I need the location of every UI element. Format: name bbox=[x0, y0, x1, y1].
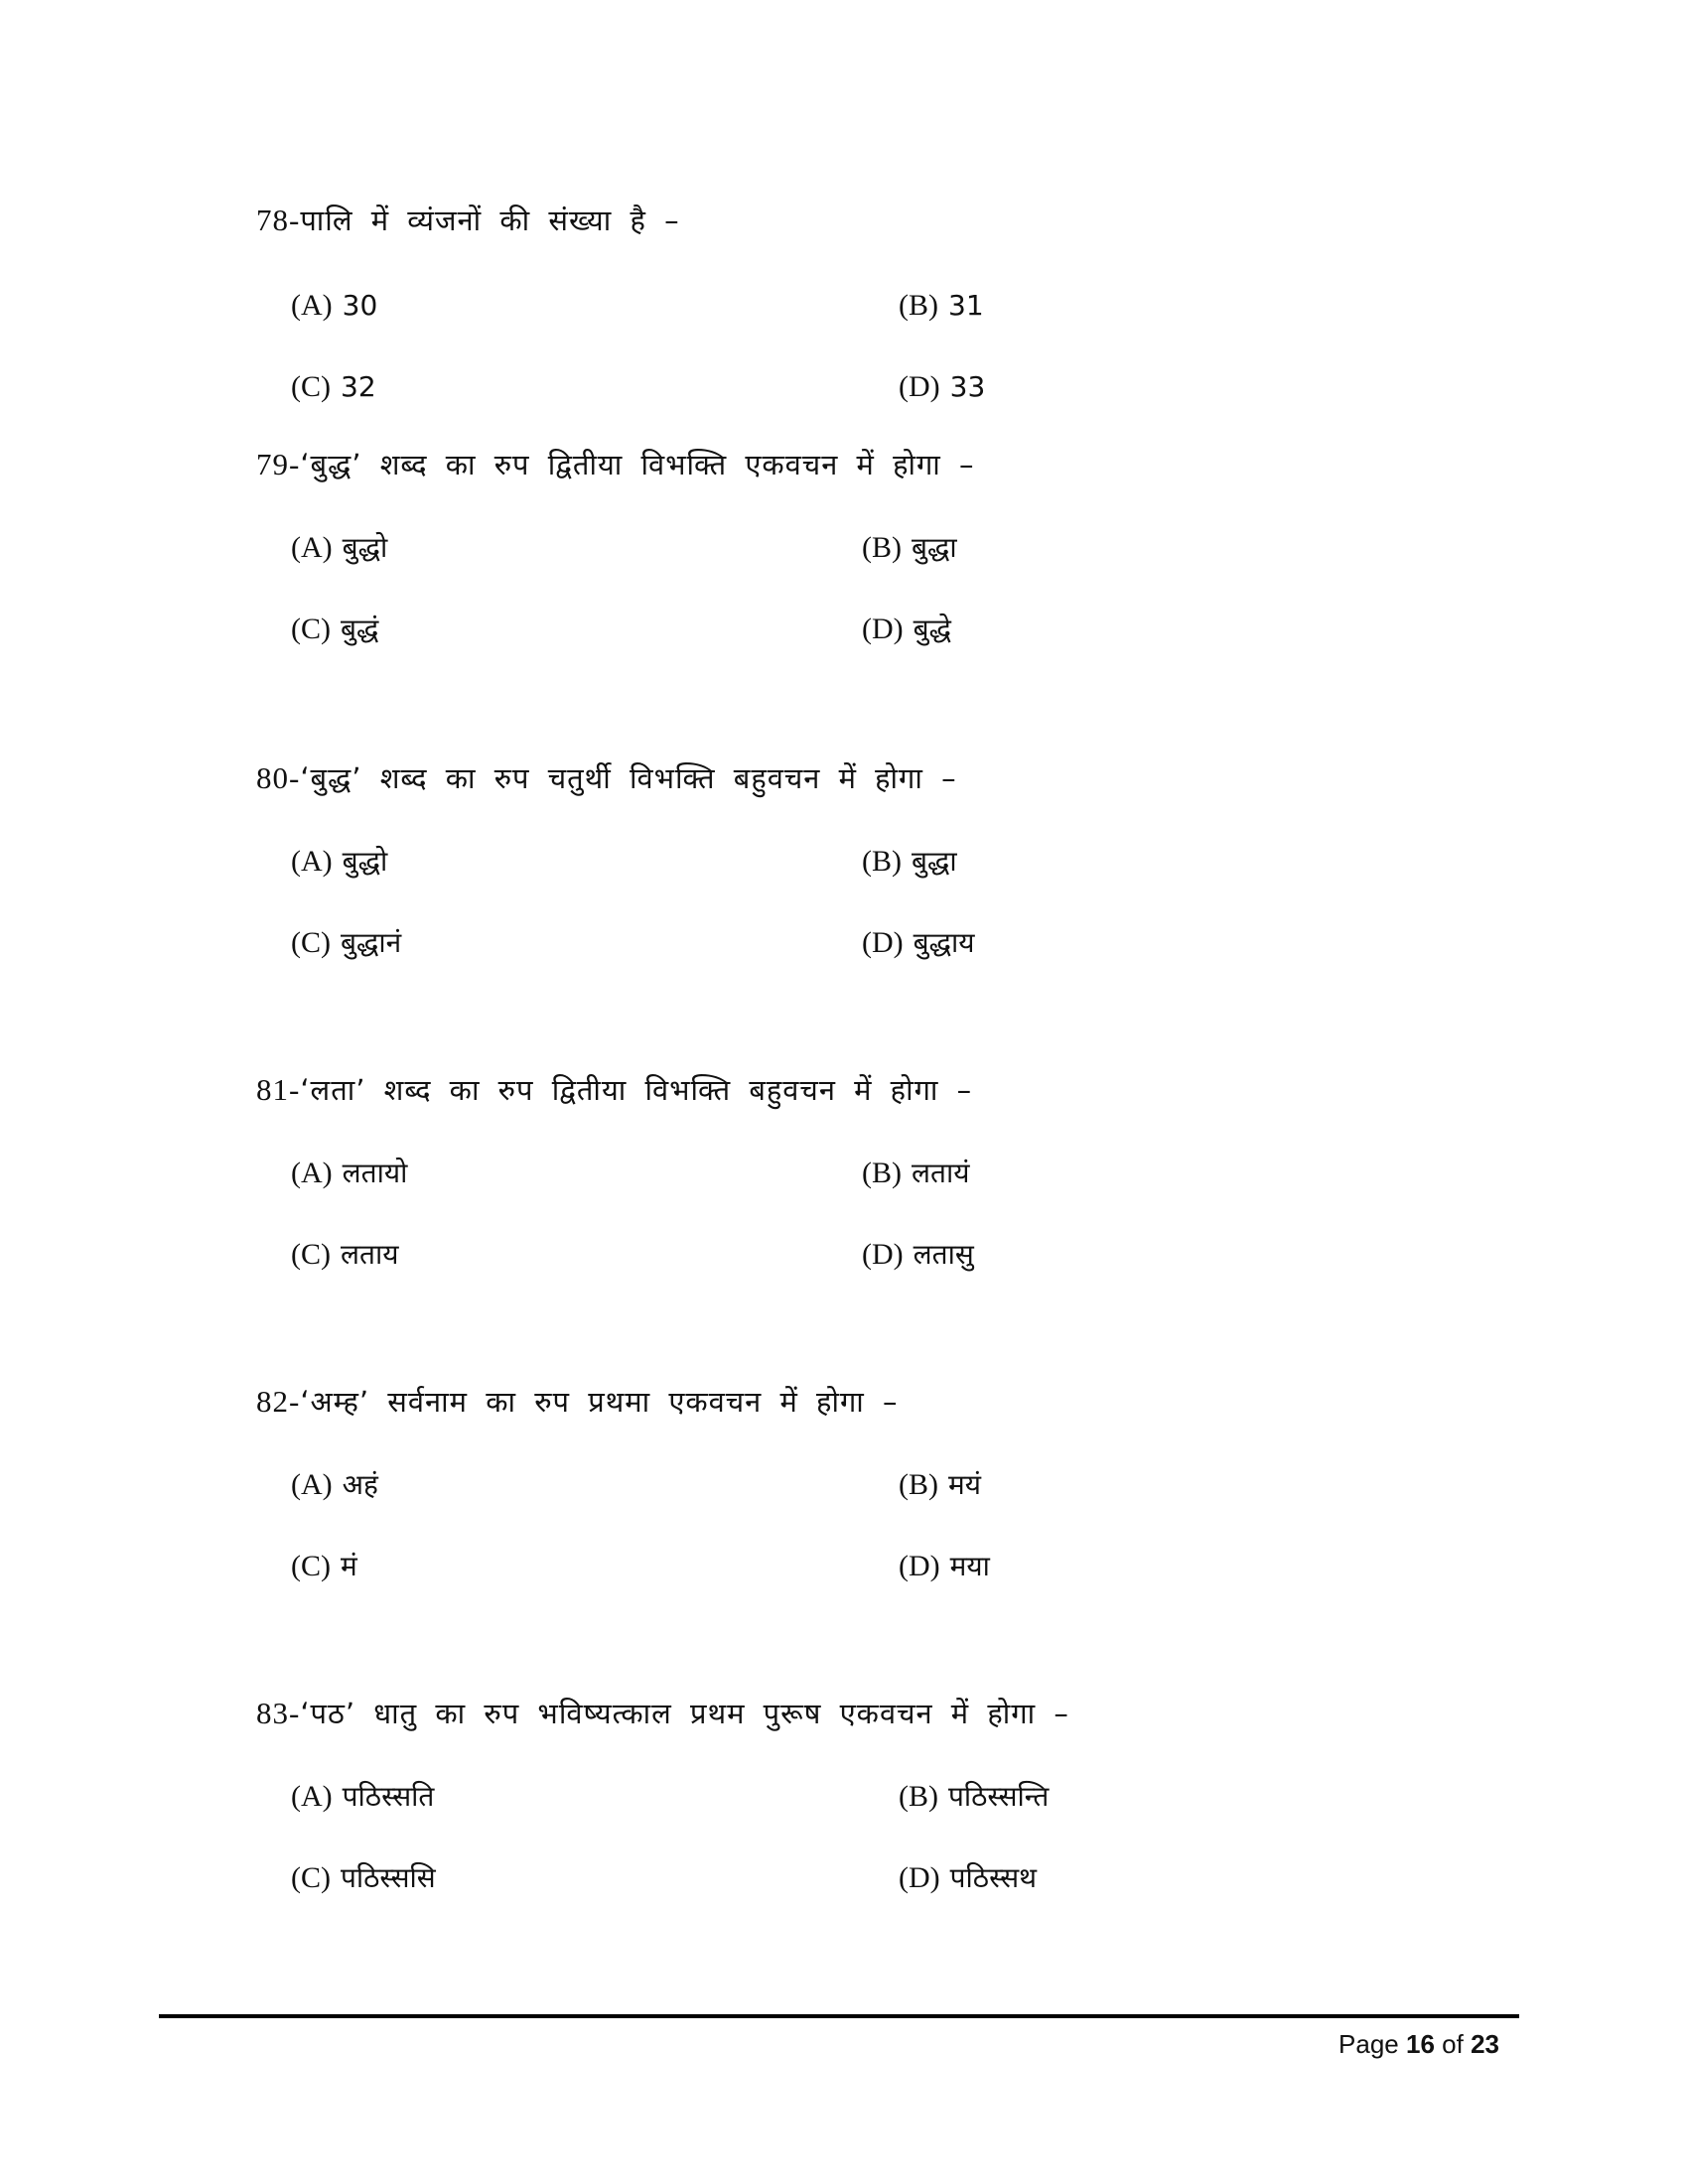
option-label: (A) bbox=[291, 1468, 333, 1501]
option-a bbox=[291, 286, 377, 326]
option-label: (B) bbox=[899, 1468, 938, 1501]
option-label: (D) bbox=[862, 613, 904, 645]
option-a bbox=[291, 1154, 407, 1193]
option-value: मं bbox=[341, 1550, 357, 1582]
option-value: पठिस्सन्ति bbox=[948, 1780, 1050, 1813]
option-label: (A) bbox=[291, 1780, 333, 1813]
option-label: (D) bbox=[899, 370, 940, 403]
option-b bbox=[862, 1154, 969, 1193]
question-text: ‘अम्ह’ सर्वनाम का रुप प्रथमा एकवचन में होगा – bbox=[300, 1385, 899, 1419]
option-c bbox=[291, 1858, 436, 1898]
option-label: (B) bbox=[862, 845, 902, 878]
option-d bbox=[899, 367, 985, 407]
option-label: (B) bbox=[899, 289, 938, 322]
page-number bbox=[1338, 2029, 1499, 2060]
option-b bbox=[862, 528, 957, 568]
question-text: ‘पठ’ धातु का रुप भविष्यत्काल प्रथम पुरूष एकवचन में होगा – bbox=[300, 1697, 1069, 1730]
option-value: बुद्धो bbox=[342, 845, 388, 878]
option-a bbox=[291, 528, 387, 568]
option-value: 33 bbox=[949, 370, 986, 403]
option-a bbox=[291, 1465, 378, 1505]
option-label: (C) bbox=[291, 370, 331, 403]
question-number: 78- bbox=[256, 203, 301, 237]
option-value: 32 bbox=[341, 370, 376, 403]
question-78 bbox=[256, 201, 680, 240]
question-number: 80- bbox=[256, 760, 301, 795]
option-value: लतायं bbox=[912, 1157, 970, 1189]
option-d bbox=[862, 610, 951, 649]
option-value: पठिस्ससि bbox=[341, 1861, 436, 1894]
page-current: 16 bbox=[1406, 2029, 1435, 2059]
question-number: 79- bbox=[256, 447, 301, 481]
option-label: (B) bbox=[862, 531, 902, 564]
option-b bbox=[862, 842, 957, 882]
option-label: (C) bbox=[291, 1861, 331, 1894]
question-number: 82- bbox=[256, 1384, 301, 1419]
option-b bbox=[899, 1465, 981, 1505]
option-value: 31 bbox=[948, 289, 984, 322]
option-value: लतायो bbox=[342, 1157, 408, 1189]
option-value: 30 bbox=[342, 289, 378, 322]
option-value: बुद्धा bbox=[912, 531, 957, 564]
question-text: ‘लता’ शब्द का रुप द्वितीया विभक्ति बहुवचन में होगा – bbox=[300, 1073, 973, 1107]
option-label: (A) bbox=[291, 289, 333, 322]
question-text: पालि में व्यंजनों की संख्या है – bbox=[300, 204, 680, 237]
question-number: 83- bbox=[256, 1696, 301, 1730]
option-label: (A) bbox=[291, 845, 333, 878]
option-label: (C) bbox=[291, 613, 331, 645]
option-value: पठिस्सथ bbox=[949, 1861, 1038, 1894]
question-text: ‘बुद्ध’ शब्द का रुप द्वितीया विभक्ति एकवचन में होगा – bbox=[300, 448, 975, 481]
option-label: (A) bbox=[291, 1157, 333, 1189]
option-value: लताय bbox=[341, 1238, 399, 1271]
question-80 bbox=[256, 758, 957, 798]
question-82 bbox=[256, 1382, 899, 1422]
option-label: (B) bbox=[862, 1157, 902, 1189]
option-value: बुद्धाय bbox=[913, 926, 975, 959]
option-d bbox=[862, 1235, 974, 1275]
option-label: (D) bbox=[862, 1238, 904, 1271]
option-c bbox=[291, 923, 401, 963]
option-value: बुद्धे bbox=[913, 613, 952, 645]
option-value: बुद्धानं bbox=[341, 926, 402, 959]
option-value: लतासु bbox=[913, 1238, 974, 1271]
option-label: (C) bbox=[291, 926, 331, 959]
question-83 bbox=[256, 1694, 1069, 1733]
footer-divider bbox=[159, 2014, 1519, 2018]
option-a bbox=[291, 842, 387, 882]
option-c bbox=[291, 367, 376, 407]
of-word: of bbox=[1442, 2029, 1464, 2059]
question-79 bbox=[256, 445, 975, 484]
option-value: बुद्धं bbox=[341, 613, 379, 645]
option-value: अहं bbox=[342, 1468, 378, 1501]
page-word: Page bbox=[1338, 2029, 1399, 2059]
option-d bbox=[899, 1858, 1037, 1898]
question-number: 81- bbox=[256, 1072, 301, 1107]
option-b bbox=[899, 1777, 1049, 1817]
option-value: पठिस्सति bbox=[342, 1780, 435, 1813]
option-value: मयं bbox=[948, 1468, 981, 1501]
option-c bbox=[291, 1547, 357, 1586]
option-d bbox=[862, 923, 975, 963]
option-a bbox=[291, 1777, 434, 1817]
option-label: (C) bbox=[291, 1238, 331, 1271]
option-value: मया bbox=[949, 1550, 990, 1582]
option-value: बुद्धो bbox=[342, 531, 388, 564]
page-total: 23 bbox=[1471, 2029, 1499, 2059]
option-c bbox=[291, 610, 378, 649]
option-d bbox=[899, 1547, 990, 1586]
option-value: बुद्धा bbox=[912, 845, 957, 878]
question-text: ‘बुद्ध’ शब्द का रुप चतुर्थी विभक्ति बहुवचन में होगा – bbox=[300, 761, 957, 795]
option-label: (D) bbox=[899, 1550, 940, 1582]
option-label: (C) bbox=[291, 1550, 331, 1582]
option-label: (B) bbox=[899, 1780, 938, 1813]
option-label: (D) bbox=[862, 926, 904, 959]
option-b bbox=[899, 286, 984, 326]
option-c bbox=[291, 1235, 398, 1275]
option-label: (D) bbox=[899, 1861, 940, 1894]
option-label: (A) bbox=[291, 531, 333, 564]
question-81 bbox=[256, 1070, 972, 1110]
